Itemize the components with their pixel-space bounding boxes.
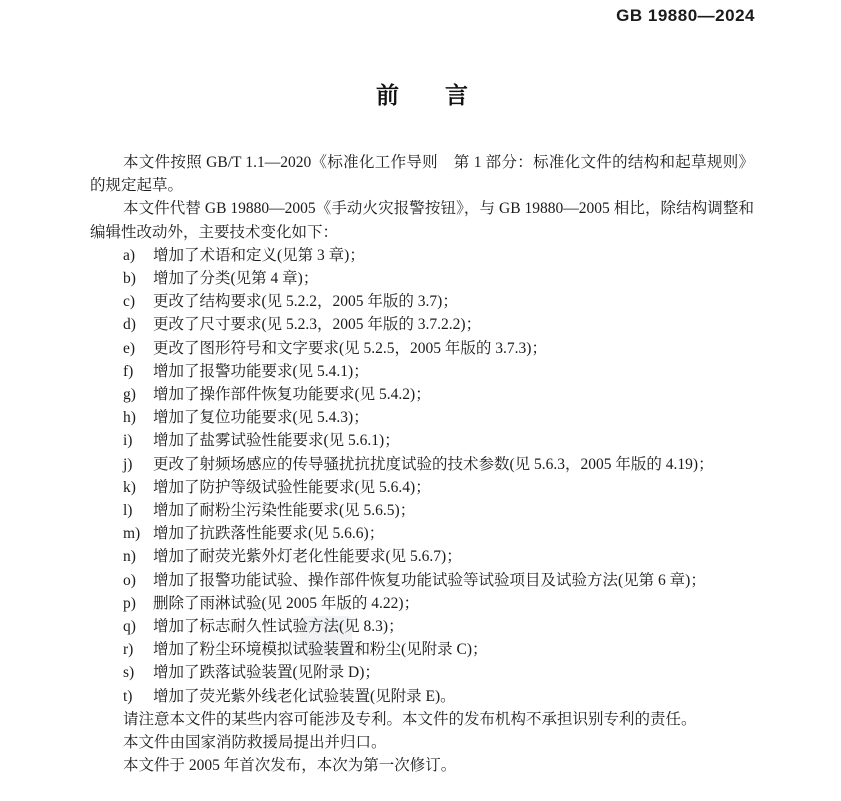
change-item — [90, 360, 754, 383]
change-item-label: h) — [123, 409, 136, 427]
change-item-text: 更改了图形符号和文字要求(见 5.2.5，2005 年版的 3.7.3)； — [153, 339, 547, 357]
change-item-label: s) — [123, 664, 135, 682]
change-item — [90, 569, 754, 592]
change-item — [90, 522, 754, 545]
change-item — [90, 267, 754, 290]
change-item — [90, 545, 754, 568]
change-item-text: 增加了复位功能要求(见 5.4.3)； — [153, 409, 369, 427]
change-item-label: d) — [123, 316, 136, 334]
change-item-text: 更改了结构要求(见 5.2.2，2005 年版的 3.7)； — [153, 293, 458, 311]
change-item — [90, 244, 754, 267]
change-item-label: t) — [123, 687, 133, 705]
change-item-text: 增加了抗跌落性能要求(见 5.6.6)； — [153, 525, 385, 543]
technical-changes-list — [90, 244, 754, 708]
change-item-label: f) — [123, 362, 134, 380]
change-item-text: 更改了尺寸要求(见 5.2.3，2005 年版的 3.7.2.2)； — [153, 316, 482, 334]
change-item-text: 增加了耐粉尘污染性能要求(见 5.6.5)； — [153, 502, 416, 520]
change-item-text: 增加了报警功能要求(见 5.4.1)； — [153, 362, 369, 380]
change-item — [90, 429, 754, 452]
closing-paragraph: 本文件由国家消防救援局提出并归口。 — [123, 734, 387, 752]
change-item-label: m) — [123, 525, 141, 543]
closing-paragraph: 请注意本文件的某些内容可能涉及专利。本文件的发布机构不承担识别专利的责任。 — [123, 710, 697, 728]
foreword-content — [90, 80, 754, 777]
closing-paragraph: 本文件于 2005 年首次发布，本次为第一次修订。 — [123, 757, 457, 775]
change-item-text: 增加了标志耐久性试验方法(见 8.3)； — [153, 618, 404, 636]
change-item-label: b) — [123, 270, 136, 288]
change-item-label: r) — [123, 641, 134, 659]
intro-paragraph: 本文件代替 GB 19880—2005《手动火灾报警按钮》，与 GB 19880—2005 相比，除结构调整和编辑性改动外，主要技术变化如下： — [90, 200, 754, 241]
change-item — [90, 592, 754, 615]
change-item-label: j) — [123, 455, 133, 473]
change-item-label: l) — [123, 502, 133, 520]
change-item — [90, 661, 754, 684]
change-item-label: e) — [123, 339, 136, 357]
change-item-text: 增加了荧光紫外线老化试验装置(见附录 E)。 — [153, 687, 456, 705]
change-item-text: 增加了报警功能试验、操作部件恢复功能试验等试验项目及试验方法(见第 6 章)； — [153, 571, 706, 589]
change-item — [90, 383, 754, 406]
change-item-text: 增加了防护等级试验性能要求(见 5.6.4)； — [153, 478, 431, 496]
change-item-text: 增加了盐雾试验性能要求(见 5.6.1)； — [153, 432, 400, 450]
standard-code: GB 19880—2024 — [616, 6, 755, 25]
change-item-label: q) — [123, 618, 136, 636]
change-item — [90, 313, 754, 336]
change-item-text: 增加了操作部件恢复功能要求(见 5.4.2)； — [153, 386, 431, 404]
page-title: 前 言 — [376, 82, 468, 108]
change-item-label: g) — [123, 386, 136, 404]
change-item — [90, 406, 754, 429]
change-item-label: k) — [123, 478, 136, 496]
intro-paragraph: 本文件按照 GB/T 1.1—2020《标准化工作导则 第 1 部分：标准化文件的结构和起草规则》的规定起草。 — [90, 154, 754, 195]
change-item — [90, 476, 754, 499]
change-item — [90, 337, 754, 360]
change-item-label: o) — [123, 571, 136, 589]
change-item — [90, 685, 754, 708]
change-item — [90, 453, 754, 476]
change-item-text: 删除了雨淋试验(见 2005 年版的 4.22)； — [153, 594, 420, 612]
change-item-label: c) — [123, 293, 136, 311]
change-item-label: a) — [123, 246, 136, 264]
change-item-text: 增加了耐荧光紫外灯老化性能要求(见 5.6.7)； — [153, 548, 462, 566]
change-item-label: n) — [123, 548, 136, 566]
change-item — [90, 638, 754, 661]
change-item — [90, 499, 754, 522]
change-item-text: 更改了射频场感应的传导骚扰抗扰度试验的技术参数(见 5.6.3，2005 年版的 4.19)； — [153, 455, 714, 473]
change-item-text: 增加了术语和定义(见第 3 章)； — [153, 246, 365, 264]
change-item-label: p) — [123, 594, 136, 612]
change-item-label: i) — [123, 432, 133, 450]
change-item-text: 增加了跌落试验装置(见附录 D)； — [153, 664, 380, 682]
change-item-text: 增加了分类(见第 4 章)； — [153, 270, 319, 288]
change-item — [90, 290, 754, 313]
change-item-text: 增加了粉尘环境模拟试验装置和粉尘(见附录 C)； — [153, 641, 488, 659]
change-item — [90, 615, 754, 638]
